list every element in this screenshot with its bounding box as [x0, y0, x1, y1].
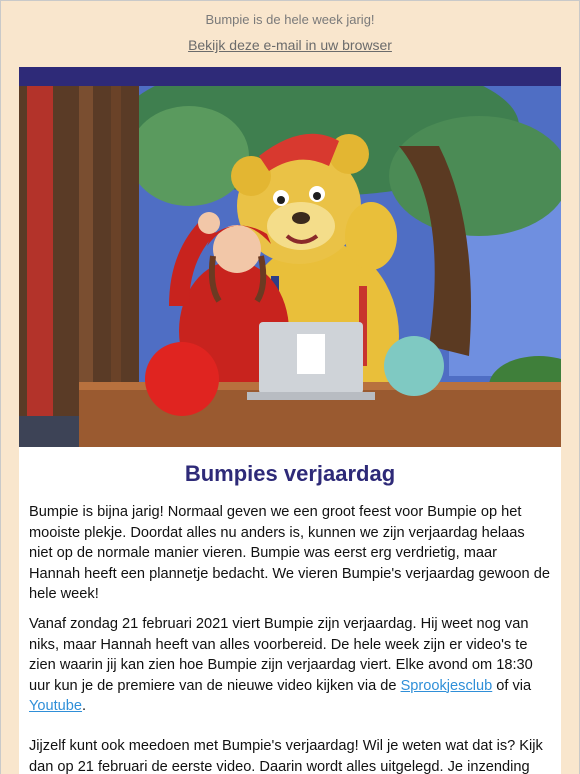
youtube-link[interactable]: Youtube [29, 698, 83, 714]
paragraph-schedule [29, 614, 551, 717]
bear-sketch-icon [297, 334, 325, 374]
sprookjesclub-link[interactable]: Sprookjesclub [400, 677, 493, 694]
header-bar [19, 67, 561, 86]
paragraph-schedule-text: Vanaf zondag 21 februari 2021 viert Bumpie zijn verjaardag. Hij weet nog van niks, maar Hannah heeft van alles voorbereid. De hele week zijn er video's te zien waarin jij kan zien hoe Bumpie zijn verjaardag viert. Elke avond om 18:30 uur kun je de premiere van de nieuwe video kijken via de [29, 616, 533, 694]
hero-photo-illustration [19, 86, 561, 447]
paragraph-schedule-end: . [82, 698, 87, 714]
article-title: Bumpies verjaardag [184, 461, 396, 486]
view-in-browser-link[interactable]: Bekijk deze e-mail in uw browser [188, 37, 392, 53]
paragraph-intro: Bumpie is bijna jarig! Normaal geven we een groot feest voor Bumpie op het mooiste plekje. Doordat alles nu anders is, kunnen we zijn verjaardag helaas niet op de normale manier vieren. Bumpie was eerst erg verdrietig, maar Hannah heeft een plannetje bedacht. We vieren Bumpie's verjaardag gewoon de hele week! [29, 504, 550, 602]
paragraph-participate: Jijzelf kunt ook meedoen met Bumpie's verjaardag! Wil je weten wat dat is? Kijk dan op 21 februari de eerste video. Daarin wordt alles uitgelegd. Je inzending [29, 738, 543, 774]
paragraph-schedule-middle: of via [492, 677, 532, 694]
preheader-text: Bumpie is de hele week jarig! [205, 12, 375, 27]
hero-image [19, 86, 561, 447]
